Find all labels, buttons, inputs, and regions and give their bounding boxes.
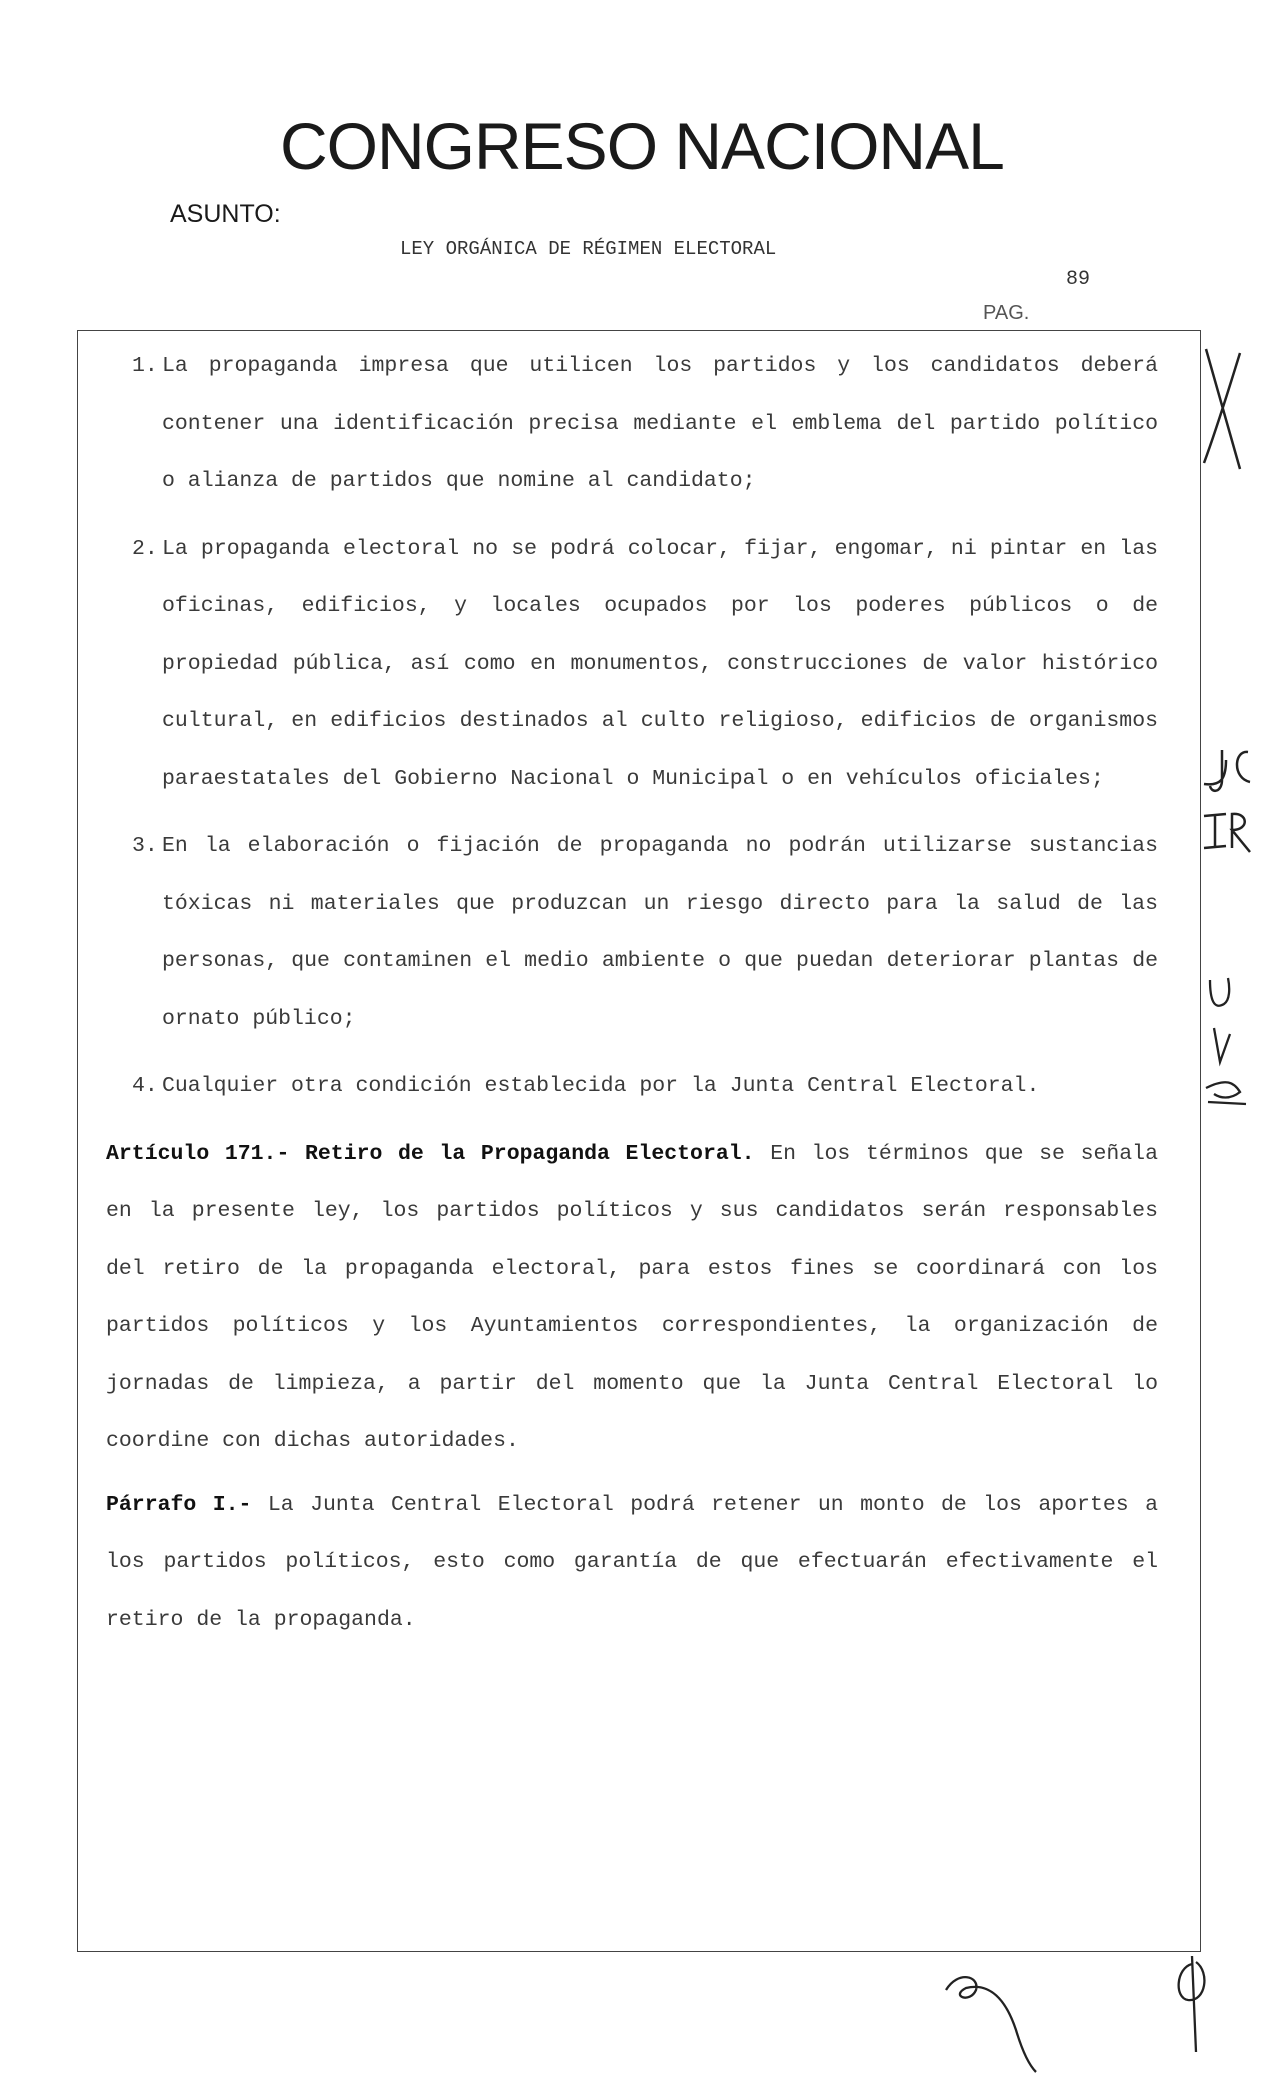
list-item	[106, 338, 1158, 511]
page-label: PAG.	[983, 302, 1030, 324]
item-text: Cualquier otra condición establecida por la Junta Central Electoral.	[162, 1074, 1040, 1098]
article-heading: Artículo 171.- Retiro de la Propaganda Electoral.	[106, 1141, 755, 1166]
article-171	[106, 1126, 1158, 1471]
initial-mark	[1162, 1948, 1222, 2058]
list-item	[106, 521, 1158, 809]
handwritten-initials-ir	[1200, 808, 1260, 863]
paragraph-text: La Junta Central Electoral podrá retener un monto de los aportes a los partidos políticos, esto como garantía de que efectuarán efectivamente el retiro de la propaganda.	[106, 1492, 1158, 1632]
item-number: 2.	[132, 536, 158, 561]
item-number: 1.	[132, 354, 158, 378]
list-item	[106, 1058, 1158, 1116]
handwritten-x-mark	[1200, 345, 1250, 475]
signature-mark	[936, 1960, 1076, 2080]
paragraph-heading: Párrafo I.-	[106, 1492, 252, 1517]
paragraph-i	[106, 1477, 1158, 1650]
item-text: La propaganda electoral no se podrá colocar, fijar, engomar, ni pintar en las oficinas, edificios, y locales ocupados por los poderes públicos o de propiedad pública, así como en monumentos, construcciones de valor histórico cultural, en edificios destinados al culto religioso, edificios de organismos paraestatales del Gobierno Nacional o Municipal o en vehículos oficiales;	[162, 536, 1158, 791]
handwritten-marks-margin	[1200, 970, 1260, 1130]
header-title: CONGRESO NACIONAL	[280, 109, 1004, 183]
item-number: 4.	[132, 1074, 158, 1098]
body-text	[106, 338, 1158, 1649]
handwritten-initials-jc	[1200, 740, 1260, 800]
article-text: En los términos que se señala en la presente ley, los partidos políticos y sus candidatos serán responsables del retiro de la propaganda electoral, para estos fines se coordinará con los partidos políticos y los Ayuntamientos correspondientes, la organización de jornadas de limpieza, a partir del momento que la Junta Central Electoral lo coordine con dichas autoridades.	[106, 1141, 1158, 1453]
page-number: 89	[1066, 268, 1091, 291]
item-text: En la elaboración o fijación de propaganda no podrán utilizarse sustancias tóxicas ni materiales que produzcan un riesgo directo para la salud de las personas, que contaminen el medio ambiente o que puedan deteriorar plantas de ornato público;	[162, 834, 1158, 1031]
item-text: La propaganda impresa que utilicen los partidos y los candidatos deberá contener una identificación precisa mediante el emblema del partido político o alianza de partidos que nomine al candidato;	[162, 354, 1158, 493]
list-item	[106, 818, 1158, 1048]
asunto-label: ASUNTO:	[170, 200, 281, 228]
subject-line: LEY ORGÁNICA DE RÉGIMEN ELECTORAL	[400, 238, 777, 260]
item-number: 3.	[132, 834, 158, 858]
